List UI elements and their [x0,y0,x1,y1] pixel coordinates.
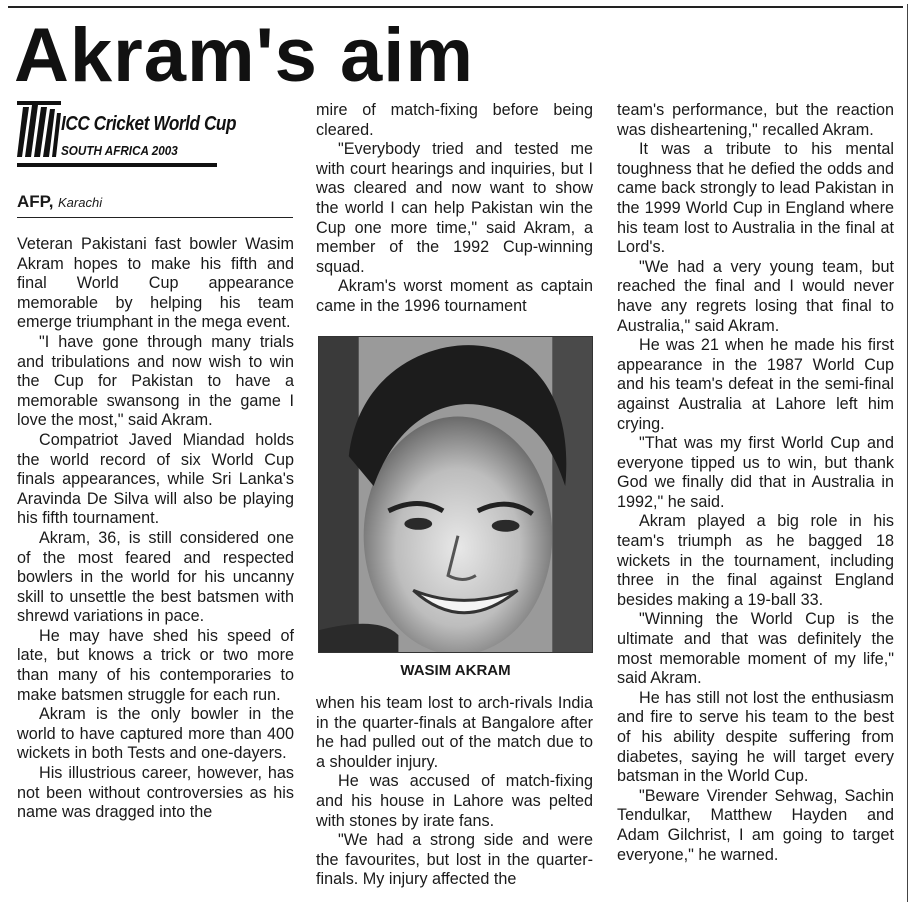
paragraph: "That was my first World Cup and everyone tipped us to win, but thank God we finally did that in Australia in 1992," he said. [617,434,894,511]
paragraph: Akram, 36, is still considered one of the most feared and respected bowlers in the world for his uncanny skill to unsettle the best batsmen with shrewd variations in pace. [17,528,294,626]
icc-world-cup-stripes-icon [17,101,61,159]
logo-title: ICC Cricket World Cup [61,113,237,135]
paragraph: Compatriot Javed Miandad holds the world record of six World Cup finals appearances, while Sri Lanka's Aravinda De Silva will also be playing his fifth tournament. [17,430,294,528]
dateline-city: Karachi [58,195,103,210]
icc-logo [17,99,293,169]
paragraph: He has still not lost the enthusiasm and fire to serve his team to the best of his ability despite suffering from diabetes, saying he will target every batsman in the World Cup. [617,688,894,786]
photo-caption: WASIM AKRAM [400,662,511,679]
logo-rule [17,163,217,167]
article-column-3 [617,101,894,865]
paragraph: His illustrious career, however, has not been without controversies as his name was dragged into the [17,764,294,822]
dateline-agency: AFP, [17,192,54,211]
headline: Akram's aim [14,13,474,98]
paragraph: He may have shed his speed of late, but knows a trick or two more than many of his contemporaries to make batsmen struggle for each run. [17,626,294,704]
paragraph: "Winning the World Cup is the ultimate and that was definitely the most memorable moment of my life," said Akram. [617,610,894,688]
article-column-2-top [316,101,593,317]
portrait-photo [318,336,593,653]
paragraph: Akram's worst moment as captain came in the 1996 tournament [316,277,593,315]
paragraph: when his team lost to arch-rivals India in the quarter-finals at Bangalore after he had pulled out of the match due to a shoulder injury. [316,694,593,771]
paragraph: "We had a very young team, but reached the final and I would never have any regrets losing that final to Australia," said Akram. [617,257,894,335]
logo-subtitle: SOUTH AFRICA 2003 [61,143,178,158]
paragraph: Akram played a big role in his team's triumph as he bagged 18 wickets in the tournament, including three in the final against England besides making a 19-ball 33. [617,512,894,609]
paragraph: It was a tribute to his mental toughness that he defied the odds and came back strongly to lead Pakistan in the 1999 World Cup in England where his team lost to Australia in the final at Lord's. [617,140,894,257]
paragraph: Veteran Pakistani fast bowler Wasim Akram hopes to make his fifth and final World Cup appearance memorable by helping his team emerge triumphant in the mega event. [17,235,294,332]
side-rule [907,4,908,902]
dateline [17,192,293,218]
paragraph: team's performance, but the reaction was disheartening," recalled Akram. [617,101,894,139]
paragraph: Akram is the only bowler in the world to have captured more than 400 wickets in both Tests and one-dayers. [17,705,294,763]
paragraph: "Beware Virender Sehwag, Sachin Tendulkar, Matthew Hayden and Adam Gilchrist, I am going to target everyone," he warned. [617,786,894,864]
paragraph: "We had a strong side and were the favourites, but lost in the quarter-finals. My injury affected the [316,831,593,889]
article-column-2-bottom [316,694,593,890]
top-rule [8,6,903,8]
article-column-1 [17,235,294,823]
paragraph: He was accused of match-fixing and his house in Lahore was pelted with stones by irate fans. [316,772,593,830]
portrait-image [319,337,592,652]
paragraph: He was 21 when he made his first appearance in the 1987 World Cup and his team's defeat in the semi-final against Australia at Lahore left him crying. [617,336,894,433]
paragraph: mire of match-fixing before being cleared. [316,101,593,139]
paragraph: "I have gone through many trials and tribulations and now wish to win the Cup for Pakistan to have a memorable swansong in the game I love the most," said Akram. [17,332,294,430]
paragraph: "Everybody tried and tested me with court hearings and inquiries, but I was cleared and now want to show the world I can help Pakistan win the Cup one more time," said Akram, a member of the 1992 Cup-winning squad. [316,140,593,276]
